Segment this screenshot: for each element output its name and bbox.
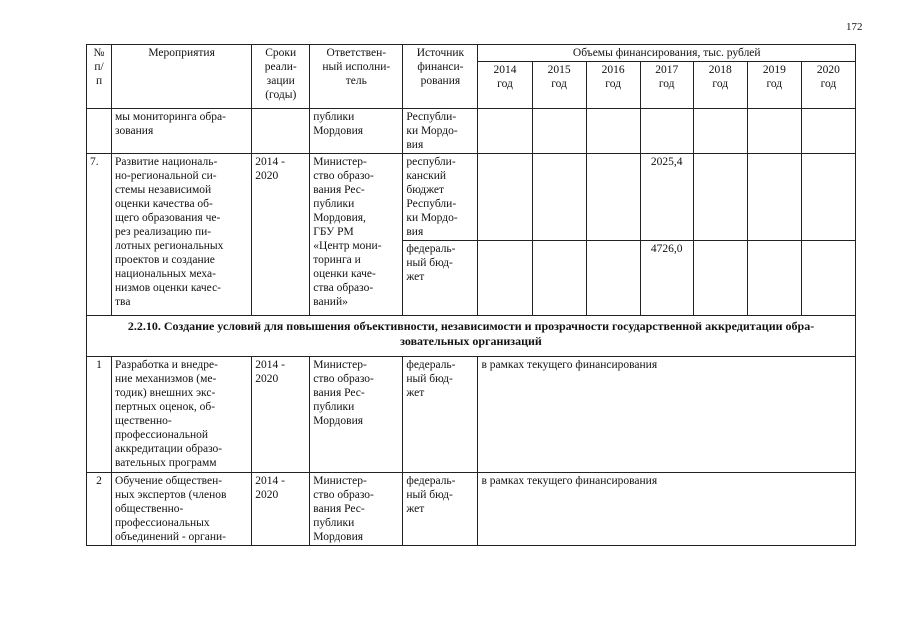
- section-title: 2.2.10. Создание условий для повышения объективности, независимости и прозрачности государственной аккредитации обра- зовательных организаций: [87, 316, 856, 357]
- section-row: [87, 316, 856, 357]
- cell-responsible: Министер- ство образо- вания Рес- публики Мордовия, ГБУ РМ «Центр мони- торинга и оценки каче- ства образо- ваний»: [310, 154, 403, 316]
- cell-terms: 2014 - 2020: [252, 473, 310, 546]
- cell-value-2017: 2025,4: [640, 154, 693, 241]
- table-row-item-7-a: [87, 154, 856, 241]
- cell-num: 1: [87, 357, 112, 473]
- header-source: Источник финанси- рования: [403, 45, 478, 109]
- table-row-item-1: [87, 357, 856, 473]
- cell-terms: 2014 - 2020: [252, 357, 310, 473]
- header-terms: Сроки реали- зации (годы): [252, 45, 310, 109]
- header-year-2016: 2016 год: [586, 62, 640, 109]
- financing-table: [86, 44, 856, 546]
- header-volumes: Объемы финансирования, тыс. рублей: [478, 45, 856, 62]
- cell-responsible: Министер- ство образо- вания Рес- публики Мордовия: [310, 357, 403, 473]
- cell-source: республи- канский бюджет Республи- ки Мордо- вия: [403, 154, 478, 241]
- header-year-2015: 2015 год: [532, 62, 586, 109]
- cell-event: Развитие националь- но-региональной си- стемы независимой оценки качества об- щего образования че- рез реализацию пи- лотных региональных проектов и создание национальных меха- низмов оценки качес- тва: [112, 154, 252, 316]
- cell-source: федераль- ный бюд- жет: [403, 473, 478, 546]
- page-number: 172: [846, 21, 863, 33]
- header-year-2014: 2014 год: [478, 62, 532, 109]
- cell-event: Обучение обществен- ных экспертов (членов общественно- профессиональных объединений - органи-: [112, 473, 252, 546]
- header-event: Мероприятия: [112, 45, 252, 109]
- cell-source: Республи- ки Мордо- вия: [403, 109, 478, 154]
- cell-value-2017: 4726,0: [640, 241, 693, 316]
- cell-financing: в рамках текущего финансирования: [478, 357, 856, 473]
- cell-terms: 2014 - 2020: [252, 154, 310, 316]
- cell-source: федераль- ный бюд- жет: [403, 241, 478, 316]
- cell-responsible: публики Мордовия: [310, 109, 403, 154]
- cell-event: Разработка и внедре- ние механизмов (ме- тодик) внешних экс- пертных оценок, об- щественно- профессиональной аккредитации образо- вательных программ: [112, 357, 252, 473]
- cell-event: мы мониторинга обра- зования: [112, 109, 252, 154]
- cell-source: федераль- ный бюд- жет: [403, 357, 478, 473]
- header-num: № п/ п: [87, 45, 112, 109]
- header-year-2017: 2017 год: [640, 62, 693, 109]
- header-year-2020: 2020 год: [801, 62, 855, 109]
- table-row-continuation: [87, 109, 856, 154]
- cell-financing: в рамках текущего финансирования: [478, 473, 856, 546]
- header-year-2019: 2019 год: [747, 62, 801, 109]
- cell-responsible: Министер- ство образо- вания Рес- публики Мордовия: [310, 473, 403, 546]
- header-responsible: Ответствен- ный исполни- тель: [310, 45, 403, 109]
- cell-num: 7.: [87, 154, 112, 316]
- header-row-1: [87, 45, 856, 62]
- cell-num: 2: [87, 473, 112, 546]
- header-year-2018: 2018 год: [693, 62, 747, 109]
- table-row-item-2: [87, 473, 856, 546]
